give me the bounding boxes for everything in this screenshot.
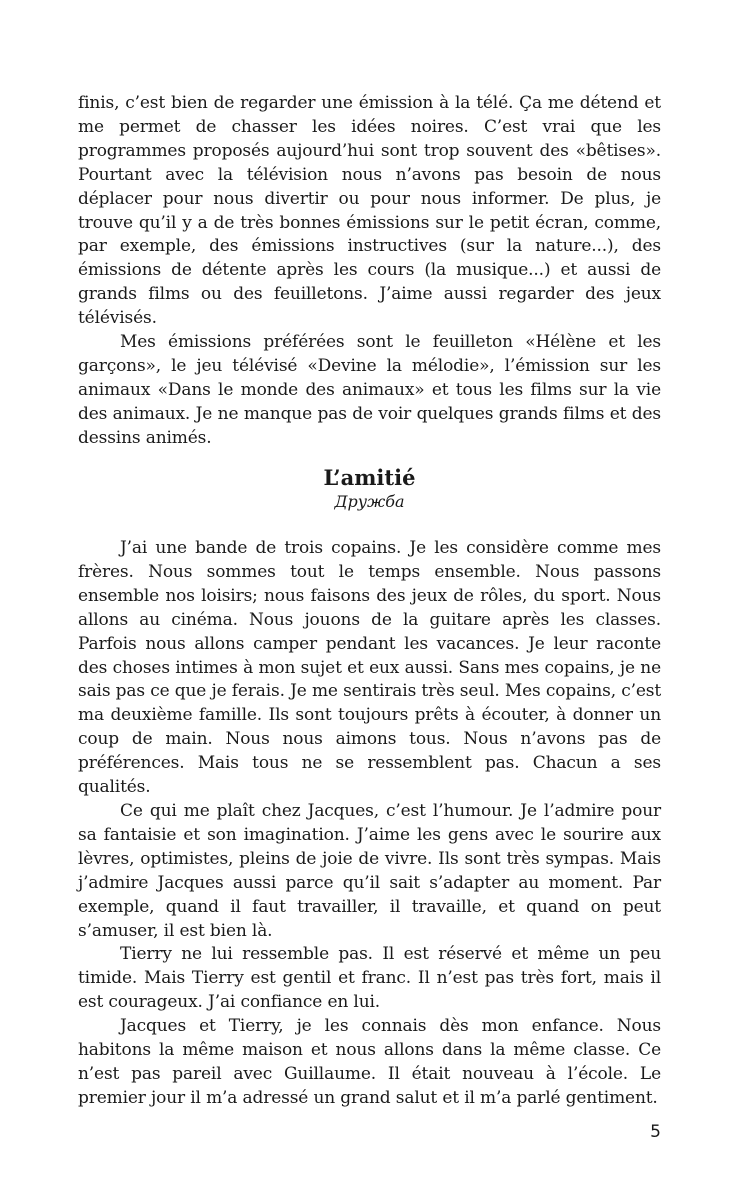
chapter-subtitle: Дружба (334, 492, 405, 511)
paragraph-tierry: Tierry ne lui ressemble pas. Il est réservé et même un peu timide. Mais Tierry est gentil et franc. Il n’est pas très fort, mais il est courageux. J’ai confiance en lui. (78, 944, 661, 1013)
text-section-friendship (78, 537, 661, 1111)
page-number: 5 (650, 1122, 661, 1142)
paragraph-continuation: finis, c’est bien de regarder une émission à la télé. Ça me détend et me permet de chasser les idées noires. C’est vrai que les programmes proposés aujourd’hui sont trop souvent des «bêtises». Pourtant avec la télévision nous n’avons pas besoin de nous déplacer pour nous divertir ou pour nous informer. De plus, je trouve qu’il y a de très bonnes émissions sur le petit écran, comme, par exemple, des émissions instructives (sur la nature...), des émissions de détente après les cours (la musique...) et aussi de grands films ou des feuilletons. J’aime aussi regarder des jeux télévisés. (78, 93, 661, 329)
paragraph-jacques: Ce qui me plaît chez Jacques, c’est l’humour. Je l’admire pour sa fantaisie et son imagination. J’aime les gens avec le sourire aux lèvres, optimistes, pleins de joie de vivre. Ils sont très sympas. Mais j’admire Jacques aussi parce qu’il sait s’adapter au moment. Par exemple, quand il faut travailler, il travaille, et quand on peut s’amuser, il est bien là. (78, 800, 661, 941)
paragraph-favorite-shows: Mes émissions préférées sont le feuilleton «Hélène et les garçons», le jeu télévisé «Devine la mélodie», l’émission sur les animaux «Dans le monde des animaux» et tous les films sur la vie des animaux. Je ne manque pas de voir quelques grands films et des dessins animés. (78, 332, 661, 448)
chapter-title: L’amitié (323, 465, 416, 490)
text-section-television (78, 92, 661, 451)
paragraph-friends-group: J’ai une bande de trois copains. Je les considère comme mes frères. Nous sommes tout le temps ensemble. Nous passons ensemble nos loisirs; nous faisons des jeux de rôles, du sport. Nous allons au cinéma. Nous jouons de la guitare après les classes. Parfois nous allons camper pendant les vacances. Je leur raconte des choses intimes à mon sujet et eux aussi. Sans mes copains, je ne sais pas ce que je ferais. Je me sentirais très seul. Mes copains, c’est ma deuxième famille. Ils sont toujours prêts à écouter, à donner un coup de main. Nous nous aimons tous. Nous n’avons pas de préférences. Mais tous ne se ressemblent pas. Chacun a ses qualités. (78, 538, 662, 798)
paragraph-guillaume: Jacques et Tierry, je les connais dès mon enfance. Nous habitons la même maison et nous allons dans la même classe. Ce n’est pas pareil avec Guillaume. Il était nouveau à l’école. Le premier jour il m’a adressé un grand salut et il m’a parlé gentiment. (78, 1016, 661, 1108)
chapter-heading (78, 465, 661, 513)
